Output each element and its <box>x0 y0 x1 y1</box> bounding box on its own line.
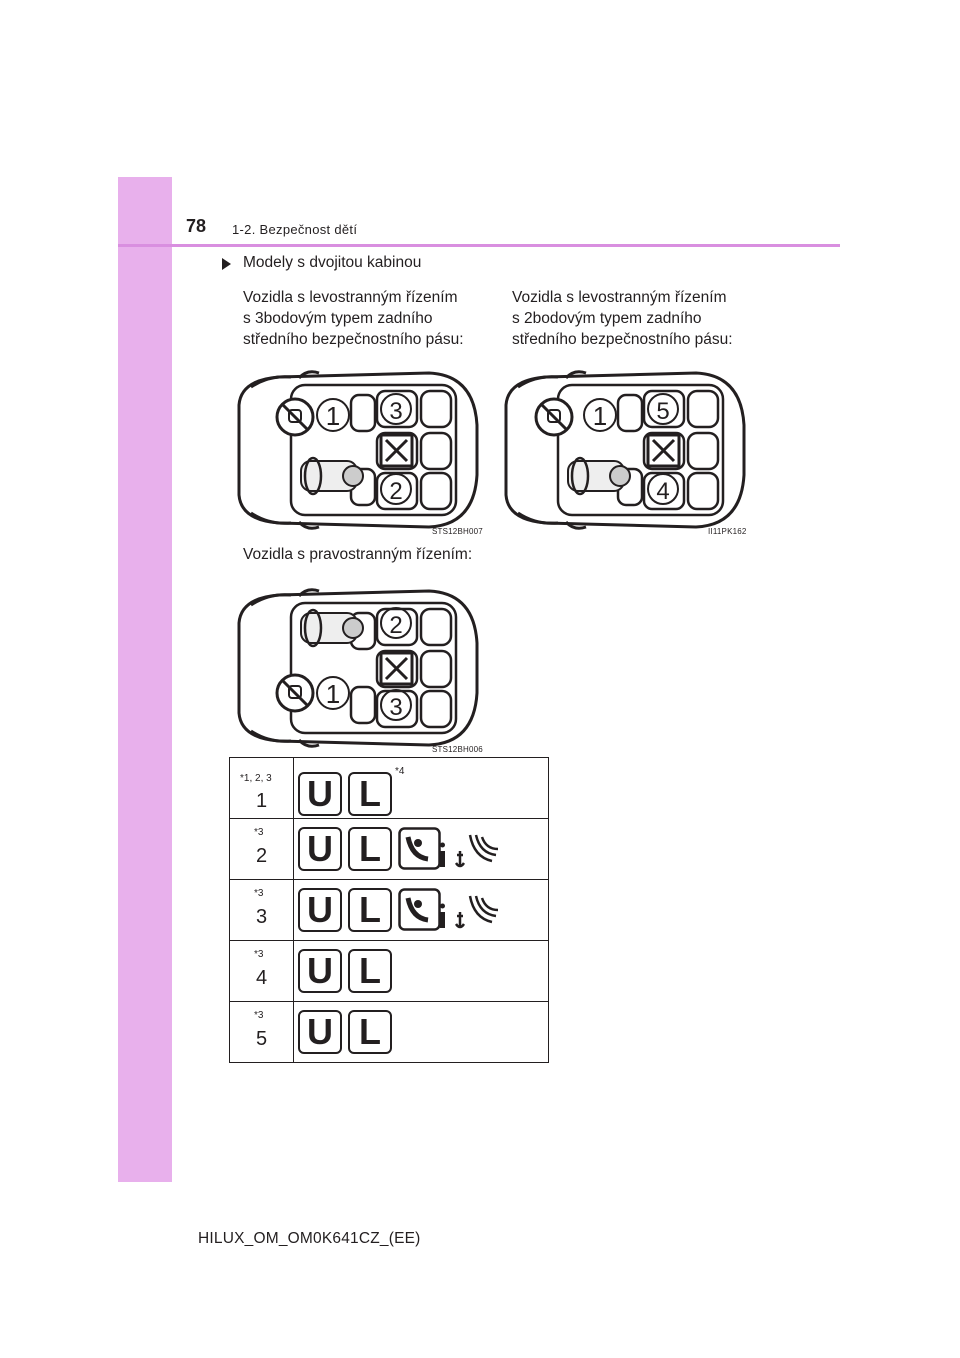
seat-suitability-table <box>229 757 549 1063</box>
bullet-arrow-icon <box>222 258 231 270</box>
top-tether-anchor-icon <box>454 888 504 932</box>
seat-label: 1 <box>325 401 341 431</box>
seat-number: 4 <box>255 966 268 989</box>
seat-label: 1 <box>325 679 341 709</box>
seat-number: 2 <box>255 844 268 867</box>
car-diagram-lhd-2point <box>496 365 752 535</box>
footnote-ref: *4 <box>395 766 405 777</box>
seat-label: 2 <box>389 478 403 505</box>
seat-label: 4 <box>656 478 670 505</box>
seat-number: 1 <box>255 789 268 812</box>
table-row <box>230 758 549 819</box>
specific-vehicle-icon: L <box>348 827 392 871</box>
specific-vehicle-icon: L <box>348 949 392 993</box>
footer-code: HILUX_OM_OM0K641CZ_(EE) <box>198 1230 421 1247</box>
bullet-heading: Modely s dvojitou kabinou <box>243 254 422 271</box>
specific-vehicle-icon: L <box>348 772 392 816</box>
universal-seat-icon: U <box>298 1010 342 1054</box>
header-rule <box>118 244 840 247</box>
footnote-ref: *3 <box>254 827 264 838</box>
page-number: 78 <box>186 216 207 236</box>
seat-number: 5 <box>255 1027 268 1050</box>
footnote-ref: *3 <box>254 1010 264 1021</box>
seat-label: 2 <box>389 612 403 639</box>
universal-seat-icon: U <box>298 888 342 932</box>
car-diagram-lhd-3point <box>229 365 485 535</box>
top-tether-anchor-icon <box>454 827 504 871</box>
caption-lhd-3point: Vozidla s levostranným řízením s 3bodovým typem zadního středního bezpečnostního pásu: <box>243 289 464 348</box>
seat-label: 3 <box>389 398 403 425</box>
footnote-ref: *1, 2, 3 <box>240 773 272 784</box>
caption-rhd: Vozidla s pravostranným řízením: <box>243 546 473 563</box>
specific-vehicle-icon: L <box>348 1010 392 1054</box>
footnote-ref: *3 <box>254 949 264 960</box>
figure-code: STS12BH006 <box>432 745 483 754</box>
isofix-seat-icon <box>398 888 448 932</box>
universal-seat-icon: U <box>298 949 342 993</box>
seat-label: 1 <box>592 401 608 431</box>
table-row <box>230 1002 549 1063</box>
figure-code: II11PK162 <box>708 527 747 536</box>
universal-seat-icon: U <box>298 772 342 816</box>
car-diagram-rhd <box>229 583 485 753</box>
universal-seat-icon: U <box>298 827 342 871</box>
specific-vehicle-icon: L <box>348 888 392 932</box>
sidebar-tab <box>118 177 172 1182</box>
table-row <box>230 819 549 880</box>
seat-label: 3 <box>389 694 403 721</box>
seat-number: 3 <box>255 905 268 928</box>
table-row <box>230 941 549 1002</box>
table-row <box>230 880 549 941</box>
caption-lhd-2point: Vozidla s levostranným řízením s 2bodovým typem zadního středního bezpečnostního pásu: <box>512 289 733 348</box>
figure-code: STS12BH007 <box>432 527 483 536</box>
footnote-ref: *3 <box>254 888 264 899</box>
section-title: 1-2. Bezpečnost dětí <box>232 222 358 237</box>
isofix-seat-icon <box>398 827 448 871</box>
seat-label: 5 <box>656 398 670 425</box>
